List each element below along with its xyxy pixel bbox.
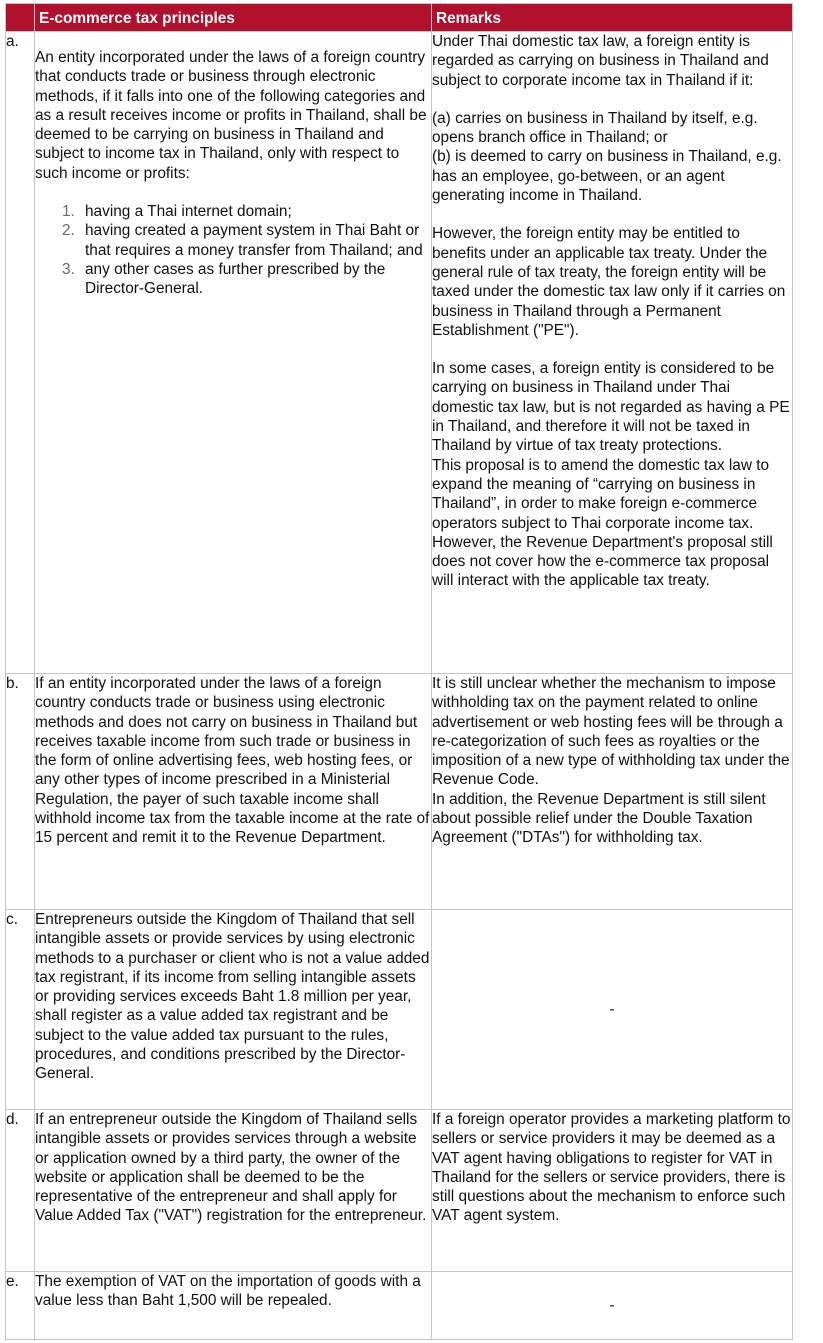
- principle-cell: [35, 1272, 432, 1340]
- tax-principles-table: [5, 3, 793, 1340]
- remark-paragraph: In some cases, a foreign entity is considered to be carrying on business in Thailand under Thai domestic tax law, but is not regarded as having a PE in Thailand, and therefore it will not be taxed in Thailand by virtue of tax treaty protections.: [432, 360, 790, 455]
- table-row: [6, 910, 793, 1110]
- table-row: [6, 32, 793, 674]
- remark-cell: -: [432, 1272, 793, 1340]
- remark-paragraph: If a foreign operator provides a marketing platform to sellers or service providers it may be deemed as a VAT agent having obligations to register for VAT in Thailand for the sellers or service providers, there is still questions about the mechanism to enforce such VAT agent system.: [432, 1111, 791, 1225]
- remark-paragraph: However, the foreign entity may be entitled to benefits under an applicable tax treaty. Under the general rule of tax treaty, the foreign entity will be taxed under the domestic tax law only if it carries on business in Thailand through a Permanent Establishment ("PE").: [432, 225, 786, 339]
- principle-text: If an entity incorporated under the laws of a foreign country conducts trade or business using electronic methods and does not carry on business in Thailand but receives taxable income from such trade or business in the form of online advertising fees, web hosting fees, or any other types of income prescribed in a Ministerial Regulation, the payer of such taxable income shall withhold income tax from the taxable income at the rate of 15 percent and remit it to the Revenue Department.: [35, 675, 430, 847]
- principle-cell: [35, 32, 432, 674]
- header-letter-cell: [6, 4, 35, 32]
- remark-paragraph: This proposal is to amend the domestic tax law to expand the meaning of “carrying on business in Thailand”, in order to make foreign e-commerce operators subject to Thai corporate income tax. However, the Revenue Department's proposal still does not cover how the e-commerce tax proposal will interact with the applicable tax treaty.: [432, 456, 773, 590]
- remark-cell: -: [432, 910, 793, 1110]
- header-principles: E-commerce tax principles: [35, 4, 432, 32]
- list-item: [62, 202, 431, 221]
- list-number: 2.: [62, 222, 75, 240]
- principle-text: The exemption of VAT on the importation of goods with a value less than Baht 1,500 will be repealed.: [35, 1273, 421, 1310]
- list-text: having created a payment system in Thai Baht or that requires a money transfer from Thailand; and: [85, 222, 423, 259]
- remark-paragraph: (a) carries on business in Thailand by itself, e.g. opens branch office in Thailand; or: [432, 109, 758, 147]
- remark-paragraph: In addition, the Revenue Department is still silent about possible relief under the Double Taxation Agreement ("DTAs") for withholding tax.: [432, 790, 766, 847]
- table-row: [6, 1110, 793, 1272]
- remark-cell: [432, 1110, 793, 1272]
- table-header-row: [6, 4, 793, 32]
- principle-text: If an entrepreneur outside the Kingdom of Thailand sells intangible assets or provides services through a website or application owned by a third party, the owner of the website or application shall be deemed to be the representative of the entrepreneur and shall apply for Value Added Tax ("VAT") registration for the entrepreneur.: [35, 1111, 427, 1225]
- list-item: [62, 221, 431, 260]
- list-item: [62, 260, 431, 299]
- remark-paragraph: It is still unclear whether the mechanism to impose withholding tax on the payment related to online advertisement or web hosting fees will be through a re-categorization of such fees as royalties or the imposition of a new type of withholding tax under the Revenue Code.: [432, 675, 790, 789]
- list-text: any other cases as further prescribed by the Director-General.: [85, 260, 386, 298]
- remark-cell: [432, 674, 793, 910]
- list-text: having a Thai internet domain;: [85, 203, 292, 221]
- header-remarks: Remarks: [432, 4, 793, 32]
- remark-cell: [432, 32, 793, 674]
- table-row: [6, 674, 793, 910]
- principle-cell: [35, 674, 432, 910]
- principle-cell: [35, 1110, 432, 1272]
- list-number: 3.: [62, 260, 75, 278]
- principle-cell: [35, 910, 432, 1110]
- table-row: [6, 1272, 793, 1340]
- list-number: 1.: [62, 203, 75, 221]
- principle-text: Entrepreneurs outside the Kingdom of Thailand that sell intangible assets or provide services by using electronic methods to a purchaser or client who is not a value added tax registrant, if its income from selling intangible assets or providing services exceeds Baht 1.8 million per year, shall register as a value added tax registrant and be subject to the value added tax pursuant to the rules, procedures, and conditions prescribed by the Director-General.: [35, 911, 430, 1083]
- remark-paragraph: (b) is deemed to carry on business in Thailand, e.g. has an employee, go-between, or an agent generating income in Thailand.: [432, 148, 782, 205]
- principle-list: [35, 202, 431, 298]
- row-letter: d.: [6, 1110, 35, 1272]
- row-letter: c.: [6, 910, 35, 1110]
- row-letter: a.: [6, 32, 35, 674]
- remark-paragraph: Under Thai domestic tax law, a foreign entity is regarded as carrying on business in Thailand and subject to corporate income tax in Thailand if it:: [432, 33, 769, 89]
- principle-text: An entity incorporated under the laws of a foreign country that conducts trade or business through electronic methods, if it falls into one of the following categories and as a result receives income or profits in Thailand, shall be deemed to be carrying on business in Thailand and subject to income tax in Thailand, only with respect to such income or profits:: [35, 49, 427, 182]
- row-letter: b.: [6, 674, 35, 910]
- row-letter: e.: [6, 1272, 35, 1340]
